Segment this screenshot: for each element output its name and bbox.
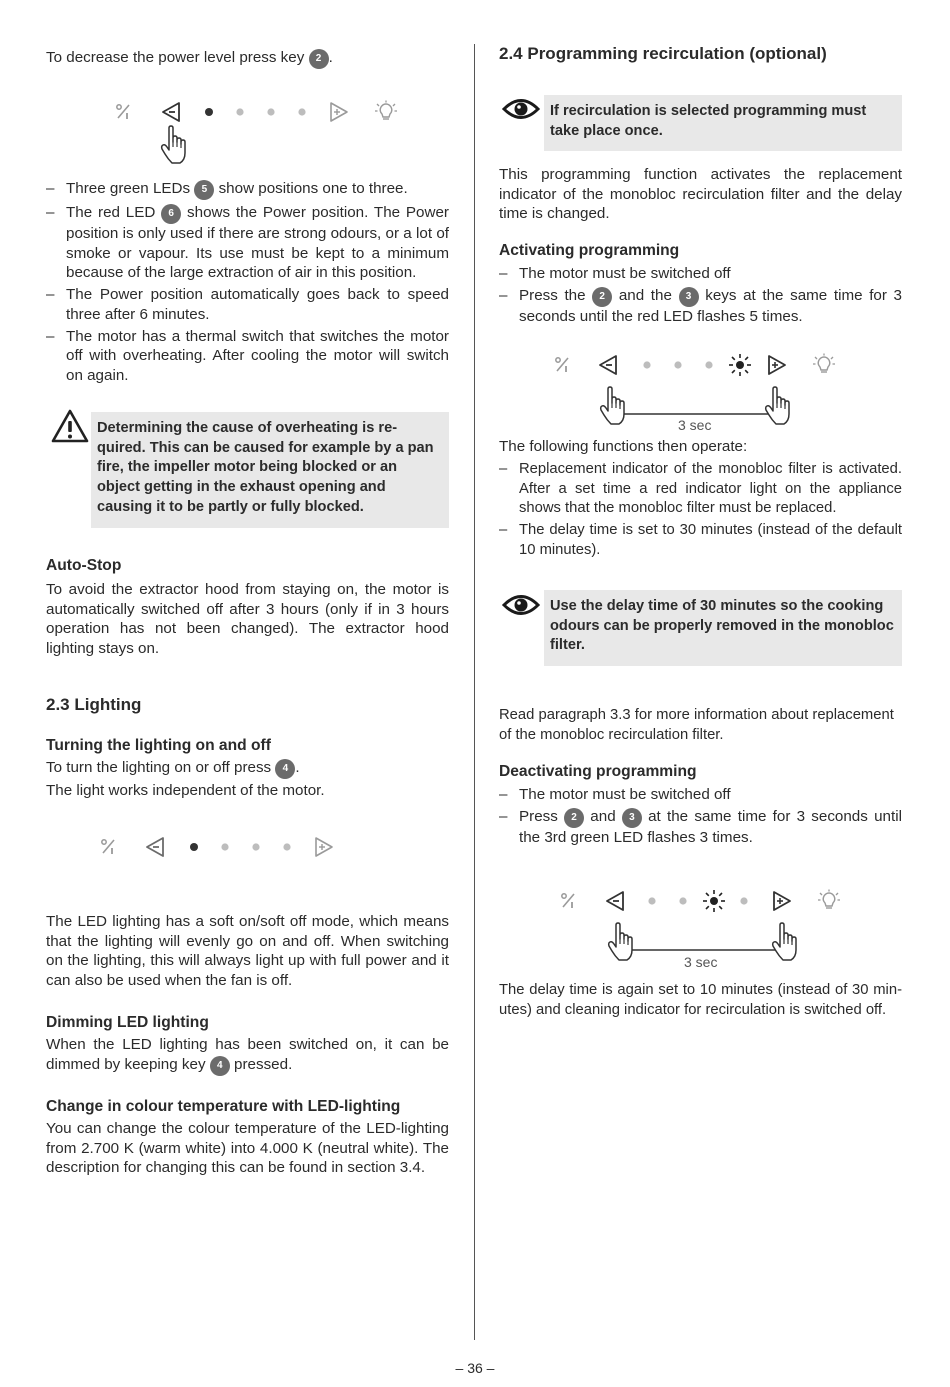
key-badge: 3 [622, 808, 642, 828]
led-dot [267, 108, 274, 115]
arrow-left-icon [607, 892, 623, 910]
key-badge: 4 [210, 1056, 230, 1076]
led-dot [643, 361, 650, 368]
duration-label: 3 sec [678, 417, 712, 433]
control-panel-lighting [99, 833, 399, 911]
final-text: The delay time is again set to 10 minutes (instead of 30 min-utes) and cleaning indicator for recirculation is switched off. [499, 982, 902, 1018]
led-dot [679, 897, 686, 904]
list-item: – The Power position automatically goes back to speed three after 6 minutes. [46, 285, 449, 324]
led-dot [252, 843, 259, 850]
arrow-left-icon [600, 356, 616, 374]
led-positions-list [46, 179, 449, 386]
deactivating-steps [499, 785, 902, 847]
dimming-heading: Dimming LED lighting [46, 1014, 209, 1031]
activating-steps [499, 264, 902, 326]
eye-icon [502, 96, 540, 122]
led-dot [221, 843, 228, 850]
percent-icon [562, 894, 574, 908]
list-item: – The motor has a thermal switch that switches the motor off with overheating. After cooling the motor will switch on again. [46, 327, 449, 386]
key-badge: 2 [564, 808, 584, 828]
led-dot [205, 108, 213, 116]
warning-triangle-icon [51, 408, 89, 444]
bulb-icon [813, 354, 835, 373]
list-item: – The red LED 6 shows the Power position. The Power position is only used if there are strong odours, or a lot of smoke or vapour. Its use must be kept to a minimum because of the large extraction of air in this position. [46, 203, 449, 283]
warning-note: Determining the cause of overheating is re-quired. This can be caused for example by a pan fire, the impeller motor being blocked or an object getting in the exhaust opening and causing it to be partly or fully blocked. [91, 412, 449, 528]
colour-body: You can change the colour temperature of the LED-lighting from 2.700 K (warm white) into 4.000 K (neutral white). The description for changing this can be found in section 3.4. [46, 1120, 449, 1177]
led-dot [740, 897, 747, 904]
duration-label: 3 sec [684, 954, 718, 970]
dimming-body: When the LED lighting has been switched on, it can be dimmed by keeping key 4 pressed. [46, 1035, 449, 1076]
list-item: – Press the 2 and the 3 keys at the same time for 3 seconds until the red LED flashes 5 times. [499, 286, 902, 327]
key-badge: 2 [309, 49, 329, 69]
led-dot [190, 843, 198, 851]
list-item: – The motor must be switched off [499, 264, 902, 284]
lighting-independent-text: The light works independent of the motor. [46, 782, 325, 799]
percent-icon [102, 840, 114, 854]
bulb-icon [375, 101, 397, 120]
column-divider [474, 44, 475, 1340]
activating-heading: Activating programming [499, 242, 680, 259]
delay-time-note: Use the delay time of 30 minutes so the cooking odours can be properly removed in the monobloc filter. [544, 590, 902, 666]
key-badge: 4 [275, 759, 295, 779]
following-intro: The following functions then operate: [499, 438, 748, 455]
bulb-icon [818, 890, 840, 909]
lighting-subheading: Turning the lighting on and off [46, 737, 271, 754]
key-badge: 6 [161, 204, 181, 224]
colour-heading: Change in colour temperature with LED-lighting [46, 1098, 401, 1115]
following-list [499, 460, 902, 561]
key-badge: 3 [679, 287, 699, 307]
led-dot [648, 897, 655, 904]
deactivating-heading: Deactivating programming [499, 763, 697, 780]
sun-icon [703, 890, 725, 912]
percent-icon [117, 105, 129, 119]
control-panel-decrease [114, 98, 404, 170]
list-item: – Press 2 and 3 at the same time for 3 seconds until the 3rd green LED flashes 3 times. [499, 807, 902, 848]
decrease-instruction: To decrease the power level press key 2 . [46, 48, 449, 69]
list-item: – Replacement indicator of the monobloc filter is activated. After a set time a red indicator light on the appliance shows that the monobloc filter must be replaced. [499, 460, 902, 519]
control-panel-activating [553, 352, 843, 434]
arrow-right-plus-icon [769, 356, 785, 374]
read-paragraph-text: Read paragraph 3.3 for more information about replacement of the monobloc recirculation filter. [499, 707, 894, 743]
led-dot [674, 361, 681, 368]
arrow-right-plus-icon [331, 103, 347, 121]
autostop-body: To avoid the extractor hood from staying on, the motor is automatically switched off after 3 hours (only if in 3 hours operation has not been changed). The extractor hood lighting stays on. [46, 581, 449, 658]
recirculation-note: If recirculation is selected programming must take place once. [544, 95, 902, 151]
arrow-right-plus-icon [774, 892, 790, 910]
hand-pointer-icon [601, 387, 624, 424]
control-panel-deactivating [559, 888, 849, 970]
arrow-right-plus-icon [316, 838, 332, 856]
list-item: – The motor must be switched off [499, 785, 902, 805]
lighting-instruction: To turn the lighting on or off press 4 . [46, 758, 449, 779]
key-badge: 5 [194, 180, 214, 200]
arrow-left-icon [147, 838, 163, 856]
recirculation-intro: This programming function activates the replacement indicator of the monobloc recirculation filter and the delay time is changed. [499, 166, 902, 223]
led-dot [236, 108, 243, 115]
page-number: – 36 – [455, 1360, 495, 1376]
led-dot [705, 361, 712, 368]
key-badge: 2 [592, 287, 612, 307]
autostop-heading: Auto-Stop [46, 557, 122, 574]
sun-icon [729, 354, 751, 376]
hand-pointer-icon [162, 126, 185, 163]
lighting-heading: 2.3 Lighting [46, 695, 142, 714]
percent-icon [556, 358, 568, 372]
led-dot [283, 843, 290, 850]
arrow-left-icon [163, 103, 179, 121]
hand-pointer-icon [766, 387, 789, 424]
led-dot [298, 108, 305, 115]
list-item: – The delay time is set to 30 minutes (instead of the default 10 minutes). [499, 521, 902, 560]
led-softmode-body: The LED lighting has a soft on/soft off mode, which means that the lighting will evenly go on and off. When switching on the lighting, this will always light up with full power and it can also be used when the fan is off. [46, 913, 449, 990]
hand-pointer-icon [609, 923, 632, 960]
list-item: – Three green LEDs 5 show positions one to three. [46, 179, 449, 200]
hand-pointer-icon [773, 923, 796, 960]
eye-icon [502, 592, 540, 618]
recirculation-heading: 2.4 Programming recirculation (optional) [499, 44, 827, 63]
